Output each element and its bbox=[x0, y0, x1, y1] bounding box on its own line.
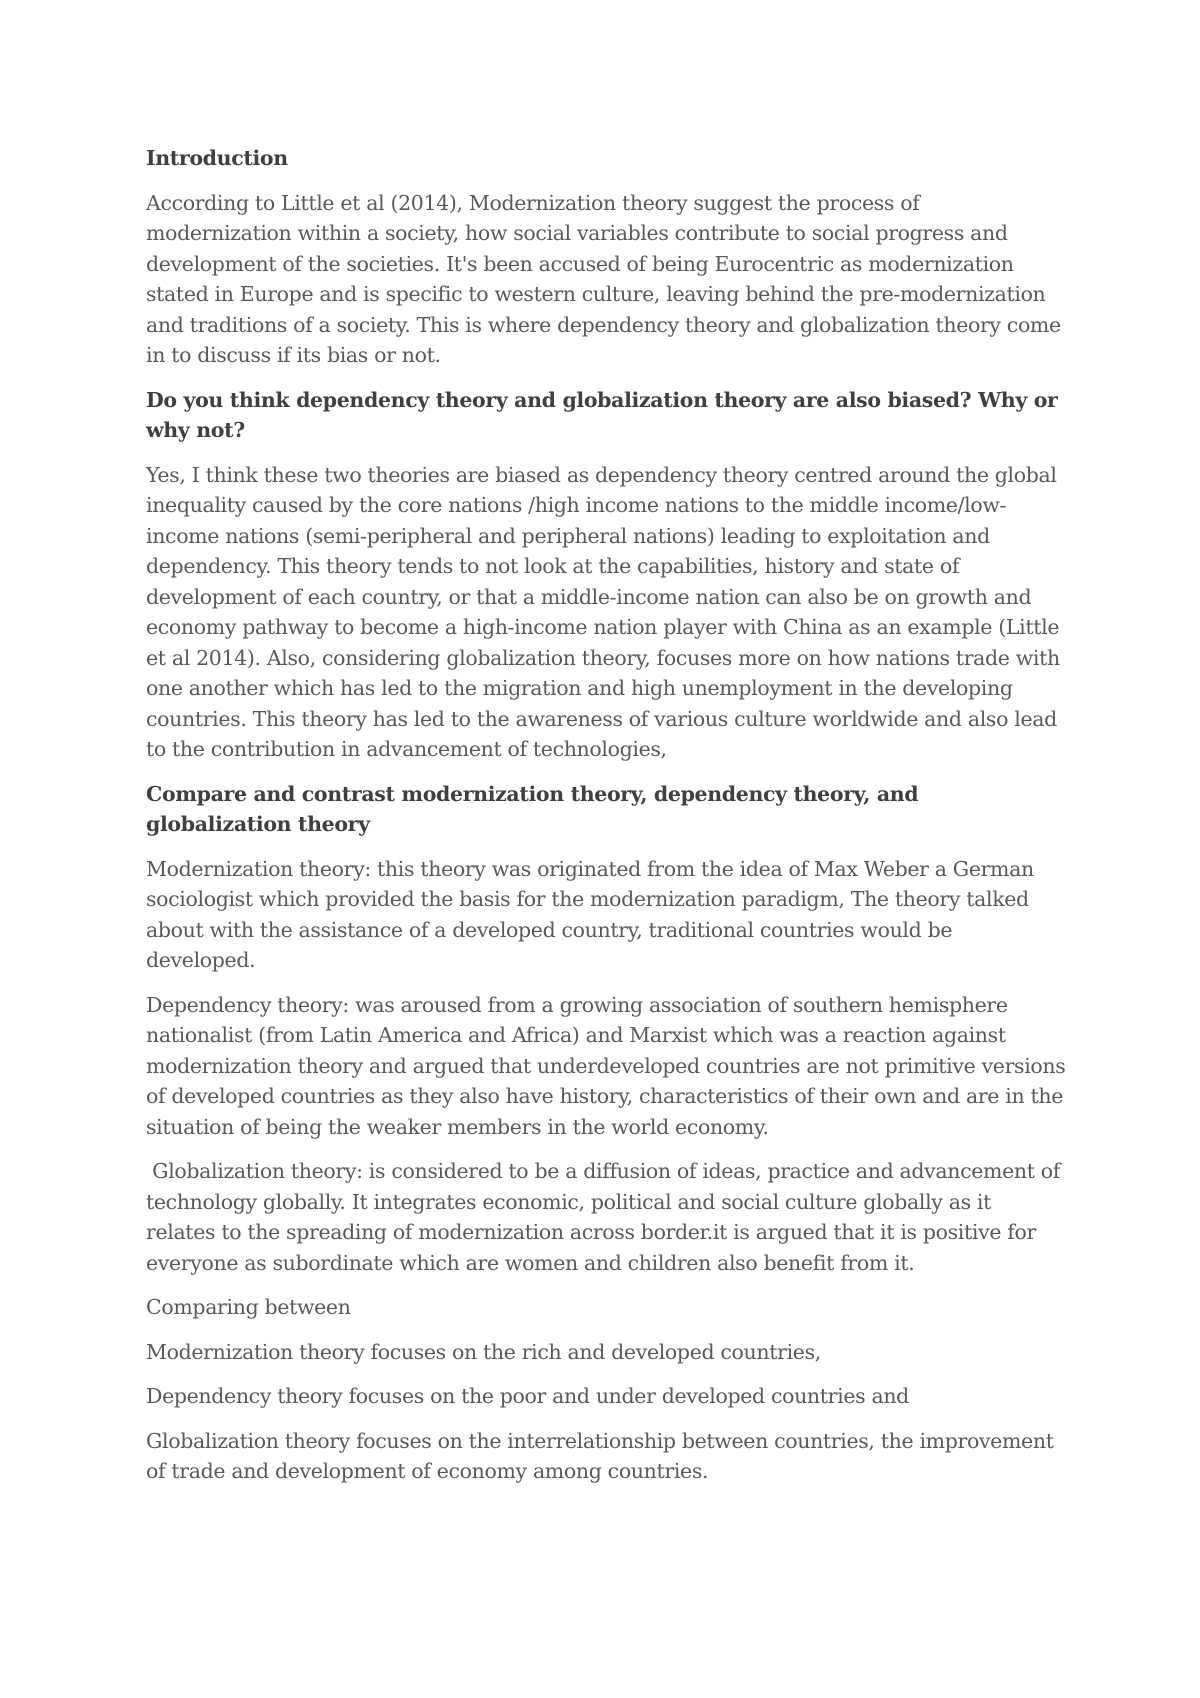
compare-globalization: Globalization theory focuses on the interrelationship between countries, the improvement of trade and development of economy among countries. bbox=[146, 1428, 1054, 1483]
question-2-heading: Compare and contrast modernization theory, dependency theory, and globalization theory bbox=[146, 781, 919, 836]
compare-dependency: Dependency theory focuses on the poor and under developed countries and bbox=[146, 1384, 909, 1408]
compare-modernization: Modernization theory focuses on the rich and developed countries, bbox=[146, 1339, 821, 1364]
globalization-paragraph bbox=[146, 1156, 1066, 1278]
question-1-answer: Yes, I think these two theories are biased as dependency theory centred around the global inequality caused by the core nations /high income nations to the middle income/low-income nations (semi-peripheral and peripheral nations) leading to exploitation and dependency. This theory tends to not look at the capabilities, history and state of development of each country, or that a middle-income nation can also be on growth and economy pathway to become a high-income nation player with China as an example (Little et al 2014). Also, considering globalization theory, focuses more on how nations trade with one another which has led to the migration and high unemployment in the developing countries. This theory has led to the awareness of various culture worldwide and also lead to the contribution in advancement of technologies, bbox=[146, 462, 1060, 761]
comparing-label: Comparing between bbox=[146, 1295, 351, 1319]
question-1-heading: Do you think dependency theory and globalization theory are also biased? Why or why not? bbox=[146, 387, 1058, 442]
dependency-paragraph: Dependency theory: was aroused from a growing association of southern hemisphere nationalist (from Latin America and Africa) and Marxist which was a reaction against modernization theory and argued that underdeveloped countries are not primitive versions of developed countries as they also have history, characteristics of their own and are in the situation of being the weaker members in the world economy. bbox=[146, 992, 1066, 1139]
intro-heading: Introduction bbox=[146, 146, 288, 170]
globalization-text: Globalization theory: is considered to be a diffusion of ideas, practice and advancement of technology globally. It integrates economic, political and social culture globally as it relates to the spreading of modernization across border.it is argued that it is positive for everyone as subordinate which are women and children also benefit from it. bbox=[146, 1159, 1061, 1275]
modernization-paragraph: Modernization theory: this theory was originated from the idea of Max Weber a German sociologist which provided the basis for the modernization paradigm, The theory talked about with the assistance of a developed country, traditional countries would be developed. bbox=[146, 856, 1034, 972]
intro-paragraph: According to Little et al (2014), Modernization theory suggest the process of modernization within a society, how social variables contribute to social progress and development of the societies. It's been accused of being Eurocentric as modernization stated in Europe and is specific to western culture, leaving behind the pre-modernization and traditions of a society. This is where dependency theory and globalization theory come in to discuss if its bias or not. bbox=[146, 190, 1061, 367]
document-body bbox=[146, 143, 1066, 1501]
